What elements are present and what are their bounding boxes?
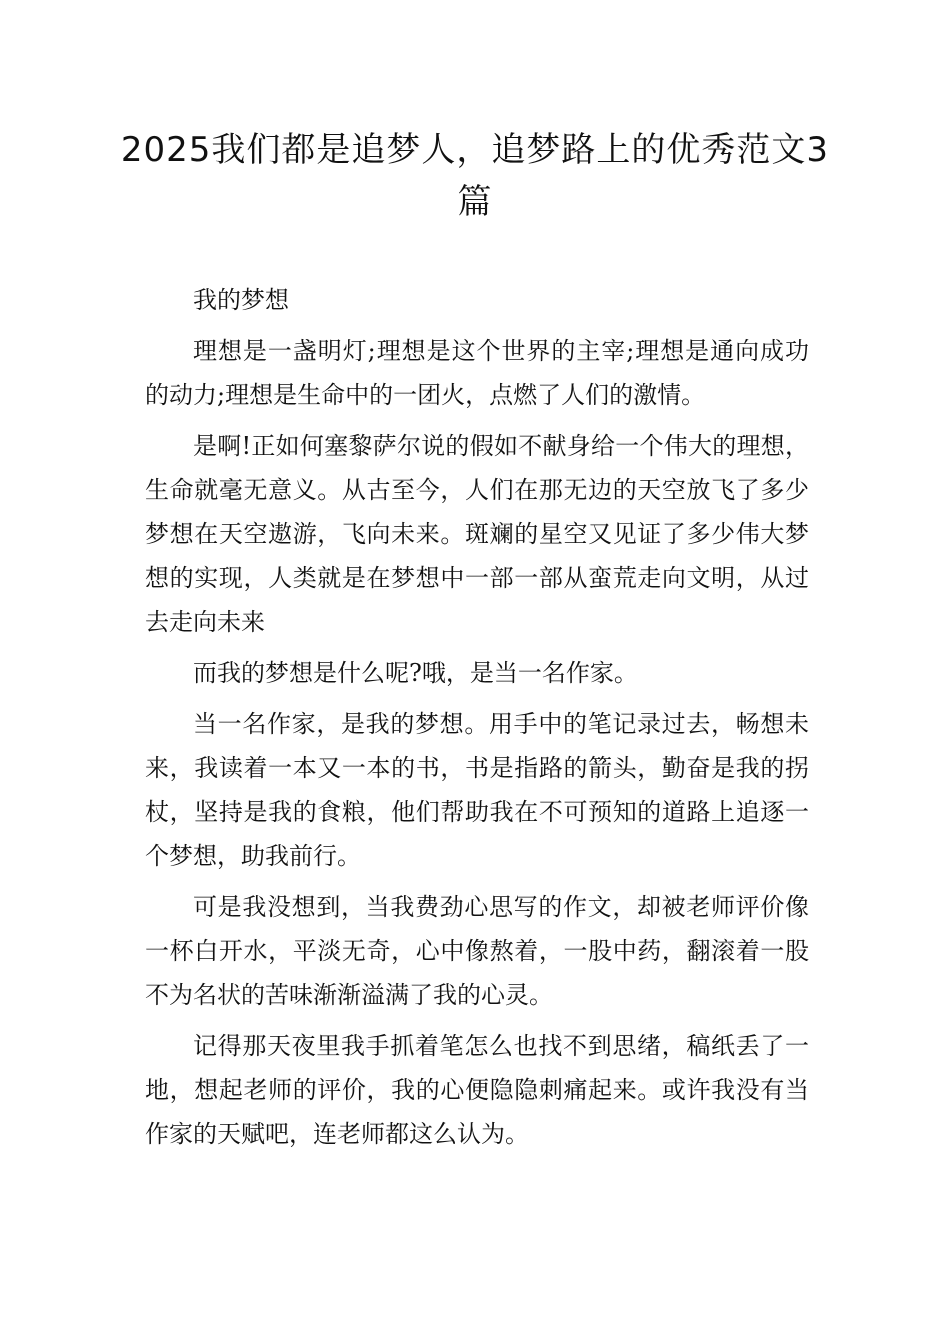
paragraph: 理想是一盏明灯;理想是这个世界的主宰;理想是通向成功的动力;理想是生命中的一团火，点燃了人们的激情。	[145, 337, 809, 409]
paragraph: 而我的梦想是什么呢?哦，是当一名作家。	[193, 659, 638, 687]
document-title: 2025我们都是追梦人，追梦路上的优秀范文3篇	[120, 130, 830, 222]
paragraph: 可是我没想到，当我费劲心思写的作文，却被老师评价像一杯白开水，平淡无奇，心中像熬着，一股中药，翻滚着一股不为名状的苦味渐渐溢满了我的心灵。	[145, 893, 809, 1009]
paragraph: 当一名作家，是我的梦想。用手中的笔记录过去，畅想未来，我读着一本又一本的书，书是指路的箭头，勤奋是我的拐杖，坚持是我的食粮，他们帮助我在不可预知的道路上追逐一个梦想，助我前行。	[145, 710, 809, 870]
document-body	[145, 278, 809, 1156]
paragraph-heading: 我的梦想	[193, 286, 289, 314]
paragraph: 是啊!正如何塞黎萨尔说的假如不献身给一个伟大的理想，生命就毫无意义。从古至今，人们在那无边的天空放飞了多少梦想在天空遨游，飞向未来。斑斓的星空又见证了多少伟大梦想的实现，人类就是在梦想中一部一部从蛮荒走向文明，从过去走向未来	[145, 432, 809, 636]
paragraph: 记得那天夜里我手抓着笔怎么也找不到思绪，稿纸丢了一地，想起老师的评价，我的心便隐隐刺痛起来。或许我没有当作家的天赋吧，连老师都这么认为。	[145, 1032, 809, 1148]
